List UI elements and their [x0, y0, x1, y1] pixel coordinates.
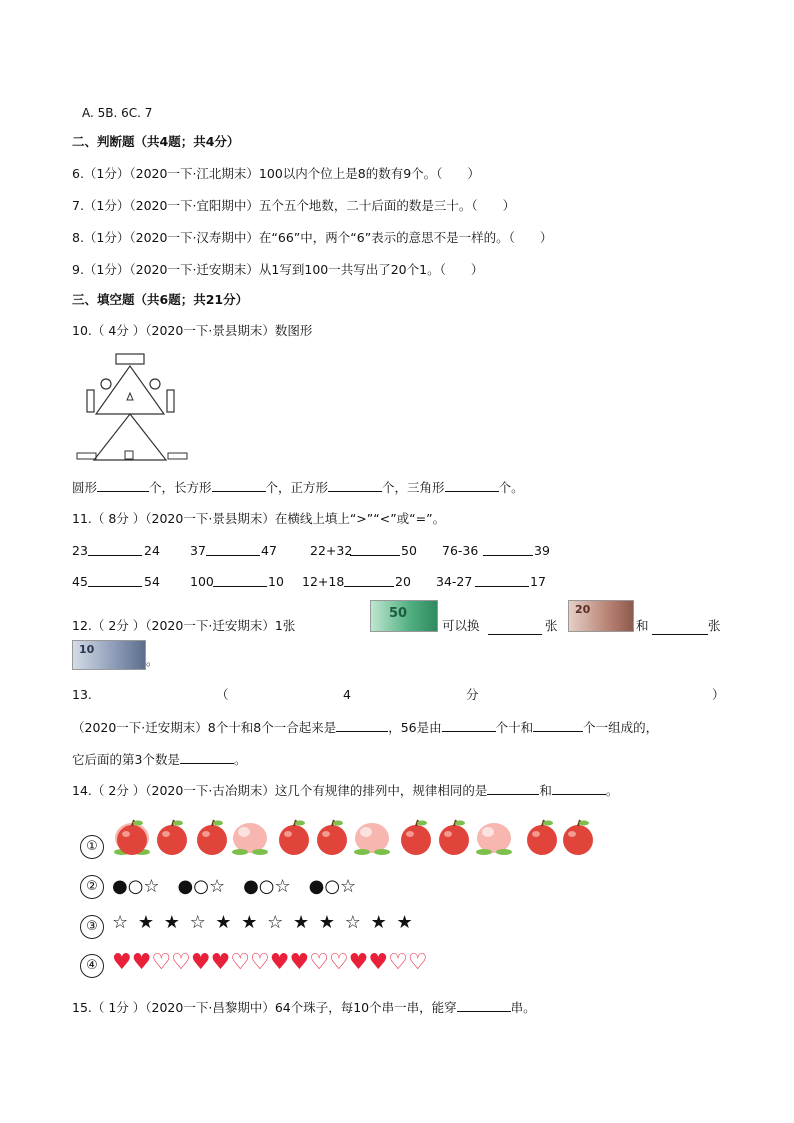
blank-count-20[interactable] [488, 621, 542, 635]
paren-close: ） [712, 687, 725, 702]
question-6: 6.（1分）（2020一下·江北期末）100以内个位上是8的数有9个。（ ） [72, 166, 480, 181]
question-11: 11.（ 8分 ）（2020一下·景县期末）在横线上填上“>”“<”或“=”。 [72, 511, 446, 526]
question-13-line2: （2020一下·迁安期末）8个十和8个一合起来是 ，56是由 个十和 个一组成的， [72, 720, 659, 735]
pattern-label-2: ② [80, 875, 104, 899]
compare-blank[interactable] [344, 573, 394, 587]
question-12-mid4: 张 [708, 618, 721, 633]
shapes-figure [72, 348, 192, 464]
fruit-pattern-row [112, 818, 602, 858]
compare-row-1: 23 24 37 47 22+32 50 76-36 39 [72, 543, 550, 558]
question-8: 8.（1分）（2020一下·汉寿期中）在“66”中，两个“6”表示的意思不是一样的。（ ） [72, 230, 553, 245]
question-12-mid1: 可以换 [442, 618, 480, 633]
blank-pattern-b[interactable] [552, 781, 606, 795]
compare-row-2: 45 54 100 10 12+18 20 34-27 17 [72, 574, 546, 589]
blank-sum[interactable] [336, 718, 388, 732]
blank-circles[interactable] [97, 478, 149, 492]
heart-pattern-row: ♥♥♡♡♥♥♡♡♥♥♡♡♥♥♡♡ [112, 950, 428, 975]
blank-tens[interactable] [442, 718, 496, 732]
section2-title: 二、判断题（共4题；共4分） [72, 134, 240, 149]
question-12-end: 。 [146, 653, 159, 668]
question-10: 10.（ 4分 ）（2020一下·景县期末）数图形 [72, 323, 313, 338]
blank-third-number[interactable] [180, 750, 234, 764]
pattern-label-1: ① [80, 835, 104, 859]
question-13-number: 13. [72, 687, 92, 702]
score-unit: 分 [466, 687, 479, 702]
blank-pattern-a[interactable] [487, 781, 539, 795]
pattern-label-3: ③ [80, 915, 104, 939]
circle-star-pattern-row: ●○☆ ●○☆ ●○☆ ●○☆ [112, 876, 357, 897]
blank-ones[interactable] [533, 718, 583, 732]
paren-open: （ [216, 687, 229, 702]
options-line: A. 5B. 6C. 7 [82, 106, 153, 120]
score: 4 [343, 687, 351, 702]
question-13-line3: 它后面的第3个数是 。 [72, 752, 247, 767]
star-pattern-row: ☆ ★ ★ ☆ ★ ★ ☆ ★ ★ ☆ ★ ★ [112, 912, 415, 933]
compare-blank[interactable] [350, 542, 400, 556]
question-12-mid3: 和 [636, 618, 649, 633]
banknote-10: 10 [72, 640, 146, 670]
compare-blank[interactable] [88, 542, 142, 556]
blank-rectangles[interactable] [212, 478, 266, 492]
question-14: 14.（ 2分 ）（2020一下·古冶期末）这几个有规律的排列中，规律相同的是 和 。 [72, 783, 619, 798]
blank-strings[interactable] [457, 998, 511, 1012]
question-9: 9.（1分）（2020一下·迁安期末）从1写到100一共写出了20个1。（ ） [72, 262, 484, 277]
compare-blank[interactable] [88, 573, 142, 587]
compare-blank[interactable] [475, 573, 529, 587]
question-7: 7.（1分）（2020一下·宜阳期中）五个五个地数，二十后面的数是三十。（ ） [72, 198, 516, 213]
question-15: 15.（ 1分 ）（2020一下·昌黎期中）64个珠子，每10个串一串，能穿 串。 [72, 1000, 536, 1015]
compare-blank[interactable] [213, 573, 267, 587]
blank-triangles[interactable] [445, 478, 499, 492]
compare-blank[interactable] [483, 542, 533, 556]
banknote-50: 50 [370, 600, 438, 632]
pattern-label-4: ④ [80, 954, 104, 978]
blank-squares[interactable] [328, 478, 382, 492]
question-10-answer: 圆形 个，长方形 个，正方形 个，三角形 个。 [72, 480, 524, 495]
banknote-20: 20 [568, 600, 634, 632]
question-12-mid2: 张 [545, 618, 558, 633]
blank-count-10[interactable] [652, 621, 708, 635]
question-12-prefix: 12.（ 2分 ）（2020一下·迁安期末）1张 [72, 618, 296, 633]
compare-blank[interactable] [206, 542, 260, 556]
section3-title: 三、填空题（共6题；共21分） [72, 292, 249, 307]
